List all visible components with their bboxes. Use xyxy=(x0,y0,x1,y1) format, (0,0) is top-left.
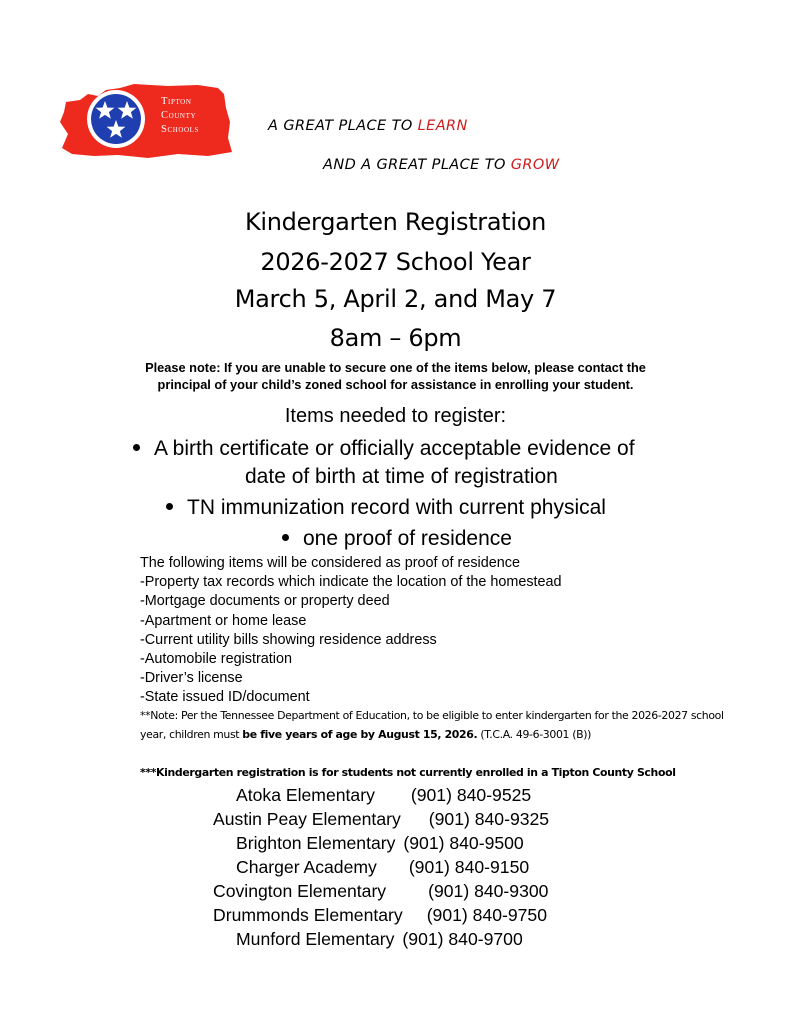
school-name: Munford Elementary xyxy=(236,929,395,949)
tagline-learn xyxy=(268,118,468,134)
school-row xyxy=(213,905,547,926)
age-note-bold: be five years of age by August 15, 2026. xyxy=(242,727,478,741)
bullet-text: A birth certificate or officially acceptable evidence of xyxy=(154,437,635,460)
school-phone: (901) 840-9700 xyxy=(402,929,523,949)
school-phone: (901) 840-9500 xyxy=(403,833,524,853)
logo-text xyxy=(161,95,199,137)
bullet-icon xyxy=(133,444,140,451)
please-note xyxy=(0,359,791,393)
bullet-item xyxy=(133,437,635,461)
school-row xyxy=(213,809,549,830)
tennessee-state-shape-icon xyxy=(58,82,234,160)
please-note-line: principal of your child’s zoned school for assistance in enrolling your student. xyxy=(157,377,634,392)
logo-line: County xyxy=(161,110,197,121)
school-row xyxy=(236,929,523,950)
school-name: Austin Peay Elementary xyxy=(213,809,401,829)
proof-item: -Mortgage documents or property deed xyxy=(140,593,390,610)
school-name: Drummonds Elementary xyxy=(213,905,403,925)
registration-hours: 8am – 6pm xyxy=(329,324,462,352)
school-phone: (901) 840-9300 xyxy=(428,881,549,901)
proof-item: -Driver’s license xyxy=(140,670,243,687)
items-heading: Items needed to register: xyxy=(284,405,507,427)
school-year: 2026-2027 School Year xyxy=(260,248,531,276)
school-phone: (901) 840-9150 xyxy=(408,857,530,877)
school-name: Brighton Elementary xyxy=(236,833,396,853)
age-note-prefix: **Note: Per the Tennessee Department of Education, to be eligible to enter kindergarten for the 2026-2027 school year, children must xyxy=(140,709,724,741)
age-note-suffix: (T.C.A. 49-6-3001 (B)) xyxy=(477,727,592,741)
bullet-continuation: date of birth at time of registration xyxy=(245,465,558,488)
tagline-accent: GROW xyxy=(510,157,560,173)
tagline-accent: LEARN xyxy=(417,118,468,134)
enrollment-note: ***Kindergarten registration is for students not currently enrolled in a Tipton County School xyxy=(140,766,676,779)
school-name: Covington Elementary xyxy=(213,881,387,901)
proof-item: -Current utility bills showing residence address xyxy=(140,631,437,648)
tagline-prefix: AND A GREAT PLACE TO xyxy=(323,157,511,173)
school-phone: (901) 840-9325 xyxy=(428,809,550,829)
school-phone: (901) 840-9750 xyxy=(426,905,548,925)
bullet-item xyxy=(166,496,606,520)
proof-item: -Apartment or home lease xyxy=(140,612,307,629)
tipton-county-schools-logo xyxy=(58,82,234,160)
school-row xyxy=(236,833,524,854)
school-row xyxy=(236,785,531,806)
bullet-text: TN immunization record with current physical xyxy=(187,496,606,519)
proof-item: -State issued ID/document xyxy=(140,689,310,706)
proof-item: -Automobile registration xyxy=(140,651,292,668)
logo-line: Tipton xyxy=(161,96,192,107)
proof-intro: The following items will be considered as proof of residence xyxy=(140,555,520,571)
bullet-icon xyxy=(282,534,289,541)
proof-of-residence-list xyxy=(140,554,562,708)
logo-line: Schools xyxy=(161,124,200,135)
school-name: Charger Academy xyxy=(236,857,377,877)
proof-item: -Property tax records which indicate the location of the homestead xyxy=(140,574,562,591)
school-row xyxy=(213,881,548,902)
tri-star-seal-icon xyxy=(86,89,146,149)
school-phone: (901) 840-9525 xyxy=(410,785,532,805)
age-eligibility-note xyxy=(140,707,740,744)
tagline-prefix: A GREAT PLACE TO xyxy=(268,118,418,134)
bullet-item xyxy=(282,527,512,551)
school-row xyxy=(236,857,529,878)
bullet-text: one proof of residence xyxy=(303,527,512,550)
bullet-icon xyxy=(166,503,173,510)
page-title: Kindergarten Registration xyxy=(244,208,547,236)
tagline-grow xyxy=(323,157,559,173)
registration-dates: March 5, April 2, and May 7 xyxy=(234,285,557,313)
school-name: Atoka Elementary xyxy=(236,785,375,805)
please-note-line: Please note: If you are unable to secure one of the items below, please contact the xyxy=(145,360,646,375)
